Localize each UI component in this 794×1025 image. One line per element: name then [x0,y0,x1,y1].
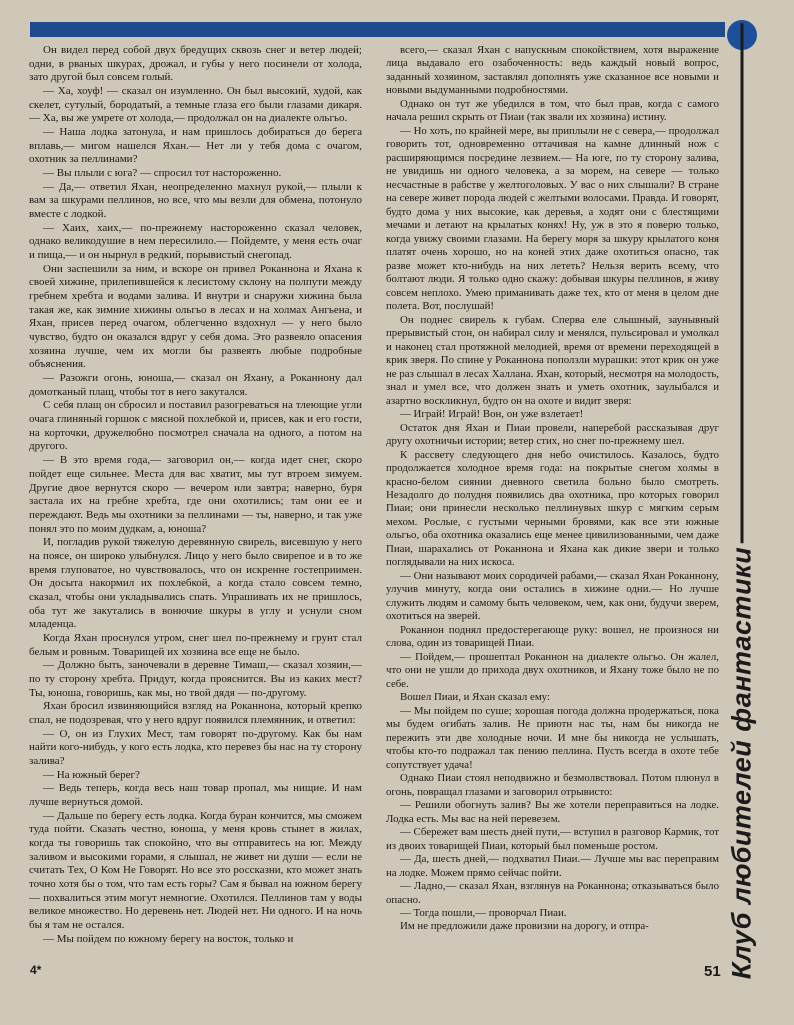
rubric-title-rotated [727,23,758,979]
paragraph: — Сбережет вам шесть дней пути,— вступил в разговор Кармик, тот из двоих товарищей Пиаи, который был поменьше ростом. [386,826,719,852]
paragraph: — Мы пойдем по суше; хорошая погода должна продержаться, пока мы будем огибать залив. Не приютн нас ты, нам бы никогда не пережить эти две холодные ночи. И мне бы никогда не услышать, чтобы кто-то подражал так пению пеллина. Пусть всегда в охоте тебе сопутствует удача! [386,704,719,771]
paragraph: — Играй! Играй! Вон, он уже взлетает! [400,408,584,421]
paragraph: — Разожги огонь, юноша,— сказал он Яхану, а Роканнону дал домотканый плащ, чтобы тот в него закутался. [29,372,362,398]
paragraph: — Они называют моих сородичей рабами,— сказал Яхан Роканнону, улучив минуту, когда они остались в хижине одни.— Но лучше служить людям и самому быть человеком, чем, как они, будучи зверем, охотиться на зверей. [386,569,719,623]
paragraph: — Наша лодка затонула, и нам пришлось добираться до берега вплавь,— мигом нашелся Яхан.— Нет ли у тебя дома с очагом, охотник за пеллинами? [29,126,362,166]
paragraph: — Ведь теперь, когда весь наш товар пропал, мы нищие. И нам лучше вернуться домой. [29,782,362,808]
paragraph: Остаток дня Яхан и Пиаи провели, наперебой рассказывая друг другу охотничьи истории; ветер стих, но снег по-прежнему шел. [386,421,719,448]
paragraph: Роканнон поднял предостерегающе руку: вошел, не произнося ни слова, один из товарищей Пиаи. [386,623,719,650]
paragraph: Когда Яхан проснулся утром, снег шел по-прежнему и грунт стал белым и ровным. Товарищей их хозяина все еще не было. [29,631,362,658]
paragraph: — Решили обогнуть залив? Вы же хотели переправиться на лодке. Лодка есть. Мы вас на ней перевезем. [386,799,719,825]
text-column-left [29,44,362,956]
page-number: 51 [704,963,721,980]
paragraph: С себя плащ он сбросил и поставил разогреваться на тлеющие угли очага глиняный горшок с мясной похлебкой и, присев, как и его гости, на корточки, дружелюбно посмотрел сначала на одного, а потом на другого. [29,399,362,453]
paragraph: Яхан бросил извиняющийся взгляд на Роканнона, который крепко спал, не подозревая, что у него вдруг появился племянник, и ответил: [29,700,362,726]
paragraph: Вошел Пиаи, и Яхан сказал ему: [400,691,550,704]
paragraph: — В это время года,— заговорил он,— когда идет снег, скоро пойдет еще сильнее. Места для вас хватит, мы тут втроем зимуем. Другие двое вернутся скоро — вечером или завтра; наверно, буря застала их на гребне хребта, где они охотились; там они ее и переждают. Ведь мы охотники за пеллинами — ты, наверно, и так уже понял это по моим дудкам, а, юноша? [29,454,362,535]
paragraph: — Тогда пошли,— проворчал Пиаи. [400,907,567,919]
paragraph: К рассвету следующего дня небо очистилось. Казалось, будто продолжается холодное время года: на покрытые снегом холмы в красно-белом сиянии дневного светила больно было смотреть. Незадолго до полудня появились два охотника, про которых говорил Пиаи; они принесли несколько пеллинувых шкур с мягким серым мехом. Рослые, с густыми черными бровями, как все эти южные ольгьо, оба охотника оказались еще менее цивилизованными, чем даже Пиаи, шарахались от Роканнона и Яхана как дикие звери и только поглядывали на них искоса. [386,448,719,569]
paragraph: — Да, шесть дней,— подхватил Пиаи.— Лучше мы вас переправим на лодке. Можем прямо сейчас пойти. [386,853,719,879]
paragraph: Он поднес свирель к губам. Сперва еле слышный, заунывный прерывистый стон, он набирал силу и менялся, пульсировал и умолкал и наконец стал протяжной мелодией, время от времени переходящей в крик зверя. По спине у Роканнона поползли мурашки: этот крик он уже не раз слышал в лесах Халлана. Яхан, который, несмотря на молодость, знал и умел все, что должен знать и уметь охотник, заулыбался и азартно воскликнул, будто он на охоте и видит зверя: [386,313,719,407]
paragraph: — Хаих, хаих,— по-прежнему настороженно сказал человек, однако великодушие в нем пересилило.— Пойдемте, у меня есть очаг и пища,— и он нырнул в редкий, порывистый снегопад. [29,221,362,262]
rubric-rule [741,23,744,543]
paragraph: — Пойдем,— прошептал Роканнон на диалекте ольгьо. Он жалел, что они не ушли до прихода двух охотников, и Яхану тоже было не по себе. [386,650,719,690]
paragraph: — Ладно,— сказал Яхан, взглянув на Роканнона; отказываться было опасно. [386,880,719,906]
signature-mark: 4* [30,963,42,977]
paragraph: — Ха, хоуф! — сказал он изумленно. Он был высокий, худой, как скелет, сутулый, бородатый, а темные глаза его были глазами дикаря.— Ха, вы же умрете от холода,— продолжал он на диалекте ольгьо. [29,85,362,125]
paragraph: — Дальше по берегу есть лодка. Когда буран кончится, мы сможем туда пойти. Сказать честно, юноша, у меня кровь стынет в жилах, когда ты говоришь так спокойно, что вы отправитесь на юг. Между заливом и высокими горами, я слышал, не живет ни души — если не считать Тех, О Ком Не Говорят. Но все это россказни, кто может знать точно хотя бы о том, что там есть горы? Сам я бывал на южном берегу — похвалиться этим могут немногие. Охотился. Пеллинов там у воды великое множество. Но деревень нет. Людей нет. Ни одного. И на ночь бы я там не остался. [29,809,362,931]
header-rule [30,22,725,37]
paragraph: И, погладив рукой тяжелую деревянную свирель, висевшую у него на поясе, он широко улыбнулся. Лицо у него было свирепое и в то же время глуповатое, но чувствовалось, что он искренне гостеприимен. Он досыта накормил их похлебкой, а когда стало совсем темно, сказал, чтобы они укладывались спать. Упрашивать их не пришлось, оба тут же закутались в вонючие шкуры в углу и уснули сном младенца. [29,536,362,631]
text-column-right [386,44,719,956]
paragraph: — Но хоть, по крайней мере, вы приплыли не с севера,— продолжал говорить тот, одновременно оттачивая на камне длинный нож с расширяющимся посредине лезвием.— На юге, по ту сторону залива, не увидишь ни одного человека, а за морем, на севере — только несчастные в рабстве у желтоголовых. У вас о них слышали? В стране на севере живет порода людей с желтыми волосами. Правда. И говорят, будто дома у них высокие, как деревья, а ходят они с блестящими мечами и летают на крылатых конях! Ну, уж в это я поверю только, когда увижу своими глазами. На берегу моря за шкуру крылатого коня платят очень хорошо, но на коней этих даже охотиться опасно, так разве может кто-нибудь на них лететь? Нельзя верить всему, что болтают люди. Я только одно скажу: добывая шкуры пеллинов, я живу совсем неплохо. Умею приманивать даже тех, кто от меня в целом дне полета. Вот, послушай! [386,124,719,313]
rubric-sidebar [724,56,760,980]
paragraph: Им не предложили даже провизии на дорогу, и отпра- [400,920,649,933]
paragraph: Однако Пиаи стоял неподвижно и безмолвствовал. Потом плюнул в огонь, повращал глазами и заговорил отрывисто: [386,772,719,798]
paragraph: — На южный берег? [43,768,140,781]
paragraph: Он видел перед собой двух бредущих сквозь снег и ветер людей; одни, в рваных шкурах, дрожал, и губы у него посинели от холода, зато другой был совсем голый. [29,44,362,84]
rubric-title: Клуб любителей фантастики [726,546,757,980]
paragraph: Однако он тут же убедился в том, что был прав, когда с самого начала решил скрыть от Пиаи (так звали их хозяина) истину. [386,97,719,124]
paragraph: всего,— сказал Яхан с напускным спокойствием, хотя выражение лица выдавало его озабоченность: ведь каждый новый вопрос, заданный хозяином, заставлял дополнять уже сказанное все новыми и новыми выдуманными подробностями. [386,44,719,97]
paragraph: — Вы плыли с юга? — спросил тот настороженно. [43,167,282,180]
paragraph: — Да,— ответил Яхан, неопределенно махнул рукой,— плыли к вам за шкурами пеллинов, но все, что мы везли для обмена, потонуло вместе с лодкой. [29,180,362,221]
paragraph: — Должно быть, заночевали в деревне Тимаш,— сказал хозяин,— по ту сторону хребта. Придут, когда прояснится. Вы из каких мест? Ты, юноша, говоришь, как мы, но твой дядя — по-другому. [29,659,362,699]
paragraph: — Мы пойдем по южному берегу на восток, только и [43,932,294,945]
paragraph: Они заспешили за ним, и вскоре он привел Роканнона и Яхана к своей хижине, прилепившейся к лесистому склону на полпути между гребнем хребта и водами залива. И внутри и снаружи хижина была такая же, как зимние хижины ольгьо в лесах и на холмах Ангьена, и Яхан, присев перед очагом, облегченно вздохнул — у него было чувство, будто он оказался вдруг у себя дома. Это развеяло опасения хозяина лучше, чем их могли бы развеять любые подробные объяснения. [29,262,362,371]
paragraph: — О, он из Глухих Мест, там говорят по-другому. Как бы нам найти кого-нибудь, у кого есть лодка, кто перевез бы нас на ту сторону залива? [29,727,362,767]
